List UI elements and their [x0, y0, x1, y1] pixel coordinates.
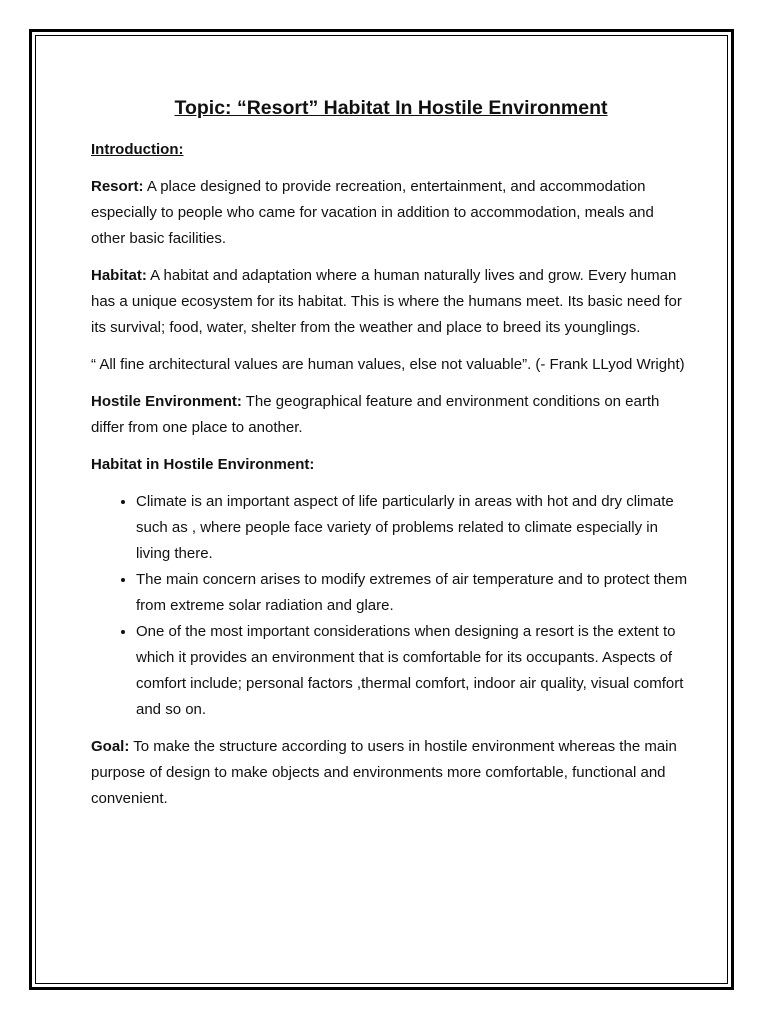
goal-text: To make the structure according to users in hostile environment whereas the main purpose of design to make objects and environments more comfortable, functional and convenient. [91, 738, 677, 807]
goal-paragraph [91, 734, 691, 812]
habitat-term: Habitat: [91, 267, 147, 284]
resort-term: Resort: [91, 178, 144, 195]
quote-paragraph: “ All fine architectural values are human values, else not valuable”. (- Frank LLyod Wright) [91, 356, 685, 373]
habitat-hostile-list [91, 489, 691, 723]
habitat-text: A habitat and adaptation where a human naturally lives and grow. Every human has a unique ecosystem for its habitat. This is where the humans meet. Its basic need for its survival; food, water, shelter from the weather and place to breed its younglings. [91, 267, 682, 336]
list-item: • One of the most important considerations when designing a resort is the extent to which it provides an environment that is comfortable for its occupants. Aspects of comfort include; personal factors ,thermal comfort, indoor air quality, visual comfort and so on. [136, 619, 691, 723]
hostile-text: The geographical feature and environment conditions on earth differ from one place to another. [91, 393, 660, 436]
introduction-heading: Introduction: [91, 141, 184, 158]
habitat-hostile-heading: Habitat in Hostile Environment: [91, 456, 315, 473]
habitat-paragraph [91, 263, 691, 341]
list-item: • The main concern arises to modify extremes of air temperature and to protect them from extreme solar radiation and glare. [136, 567, 691, 619]
document-title: Topic: “Resort” Habitat In Hostile Environment [174, 97, 608, 119]
resort-paragraph [91, 174, 691, 252]
hostile-paragraph [91, 389, 691, 441]
document-content [91, 95, 691, 823]
list-item: • Climate is an important aspect of life particularly in areas with hot and dry climate such as , where people face variety of problems related to climate especially in living there. [136, 489, 691, 567]
goal-term: Goal: [91, 738, 130, 755]
resort-text: A place designed to provide recreation, entertainment, and accommodation especially to people who came for vacation in addition to accommodation, meals and other basic facilities. [91, 178, 654, 247]
hostile-term: Hostile Environment: [91, 393, 242, 410]
